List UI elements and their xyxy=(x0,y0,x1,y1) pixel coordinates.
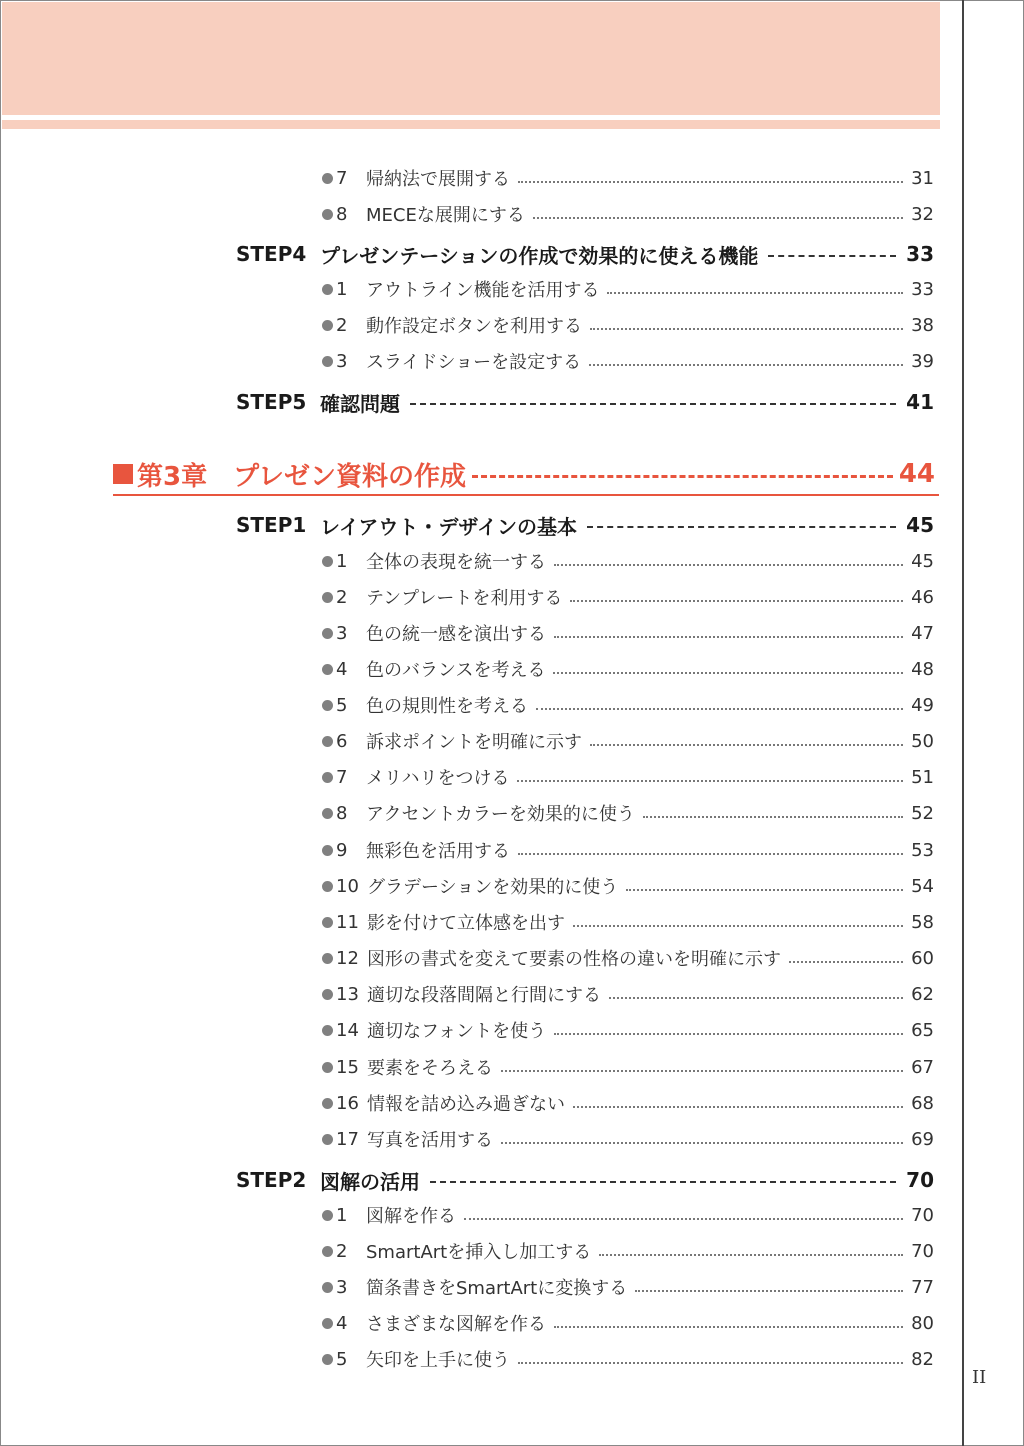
entry-number: 2 xyxy=(336,586,348,608)
toc-entry[interactable] xyxy=(322,200,934,228)
toc-entry[interactable] xyxy=(322,944,934,972)
bullet-icon xyxy=(322,1025,333,1036)
step-label: STEP5 xyxy=(236,390,307,414)
toc-entry[interactable] xyxy=(322,1016,934,1044)
bullet-icon xyxy=(322,1354,333,1365)
entry-title: 色の統一感を演出する xyxy=(366,624,546,645)
toc-entry[interactable] xyxy=(322,583,934,611)
entry-title: 要素をそろえる xyxy=(367,1058,493,1079)
leader-dots xyxy=(554,636,903,638)
bullet-icon xyxy=(322,700,333,711)
toc-entry[interactable] xyxy=(322,980,934,1008)
entry-number: 17 xyxy=(336,1128,359,1150)
toc-entry[interactable] xyxy=(322,1201,934,1229)
bullet-icon xyxy=(322,1282,333,1293)
entry-number: 3 xyxy=(336,350,348,372)
toc-entry[interactable] xyxy=(322,763,934,791)
toc-entry[interactable] xyxy=(322,1309,934,1337)
header-band xyxy=(2,2,940,115)
toc-entry[interactable] xyxy=(322,872,934,900)
leader-dots xyxy=(607,292,903,294)
entry-title: 情報を詰め込み過ぎない xyxy=(367,1094,565,1115)
entry-page: 39 xyxy=(911,350,934,372)
entry-number: 7 xyxy=(336,766,348,788)
chapter-label: 第3章 xyxy=(137,461,208,492)
entry-title: 矢印を上手に使う xyxy=(366,1350,510,1371)
entry-title: 適切な段落間隔と行間にする xyxy=(367,985,601,1006)
step-page: 33 xyxy=(906,242,934,266)
leader-dashes xyxy=(472,475,893,478)
entry-page: 70 xyxy=(911,1204,934,1226)
step-heading-step1[interactable] xyxy=(236,509,934,541)
entry-number: 1 xyxy=(336,1204,348,1226)
step-label: STEP2 xyxy=(236,1168,307,1192)
entry-title: アクセントカラーを効果的に使う xyxy=(366,804,635,825)
bullet-icon xyxy=(322,1062,333,1073)
entry-page: 70 xyxy=(911,1240,934,1262)
leader-dots xyxy=(573,1106,903,1108)
chapter-heading[interactable] xyxy=(113,452,935,496)
leader-dots xyxy=(517,780,903,782)
entry-title: 帰納法で展開する xyxy=(366,169,510,190)
entry-number: 2 xyxy=(336,314,348,336)
bullet-icon xyxy=(322,320,333,331)
step-title: レイアウト・デザインの基本 xyxy=(320,514,577,539)
bullet-icon xyxy=(322,556,333,567)
leader-dots xyxy=(626,889,903,891)
step-title: プレゼンテーションの作成で効果的に使える機能 xyxy=(320,243,759,268)
entry-page: 32 xyxy=(911,203,934,225)
toc-entry[interactable] xyxy=(322,619,934,647)
step-label: STEP1 xyxy=(236,513,307,537)
step-heading-step5[interactable] xyxy=(236,386,934,418)
entry-page: 47 xyxy=(911,622,934,644)
entry-number: 8 xyxy=(336,203,348,225)
toc-entry[interactable] xyxy=(322,691,934,719)
entry-number: 9 xyxy=(336,839,348,861)
bullet-icon xyxy=(322,736,333,747)
entry-page: 54 xyxy=(911,875,934,897)
toc-entry[interactable] xyxy=(322,347,934,375)
entry-title: SmartArtを挿入し加工する xyxy=(366,1242,592,1263)
entry-number: 8 xyxy=(336,802,348,824)
entry-page: 68 xyxy=(911,1092,934,1114)
bullet-icon xyxy=(322,1246,333,1257)
entry-title: 箇条書きをSmartArtに変換する xyxy=(366,1278,628,1299)
step-heading-step4[interactable] xyxy=(236,238,934,270)
entry-title: グラデーションを効果的に使う xyxy=(367,877,619,898)
entry-page: 48 xyxy=(911,658,934,680)
toc-entry[interactable] xyxy=(322,908,934,936)
bullet-icon xyxy=(322,664,333,675)
step-page: 45 xyxy=(906,513,934,537)
entry-number: 1 xyxy=(336,278,348,300)
leader-dots xyxy=(533,217,903,219)
entry-title: 色のバランスを考える xyxy=(366,660,546,681)
header-stripe xyxy=(2,120,940,129)
leader-dashes xyxy=(430,1181,896,1183)
entry-number: 5 xyxy=(336,1348,348,1370)
toc-entry[interactable] xyxy=(322,1273,934,1301)
square-bullet-icon xyxy=(113,464,133,484)
entry-title: 図形の書式を変えて要素の性格の違いを明確に示す xyxy=(367,949,781,970)
entry-number: 15 xyxy=(336,1056,359,1078)
leader-dots xyxy=(590,744,903,746)
entry-number: 3 xyxy=(336,1276,348,1298)
bullet-icon xyxy=(322,592,333,603)
entry-page: 53 xyxy=(911,839,934,861)
bullet-icon xyxy=(322,1210,333,1221)
entry-number: 13 xyxy=(336,983,359,1005)
bullet-icon xyxy=(322,628,333,639)
bullet-icon xyxy=(322,917,333,928)
entry-title: 全体の表現を統一する xyxy=(366,552,546,573)
entry-title: 無彩色を活用する xyxy=(366,841,510,862)
entry-number: 1 xyxy=(336,550,348,572)
step-label: STEP4 xyxy=(236,242,307,266)
bullet-icon xyxy=(322,881,333,892)
bullet-icon xyxy=(322,1098,333,1109)
bullet-icon xyxy=(322,173,333,184)
leader-dashes xyxy=(587,526,896,528)
bullet-icon xyxy=(322,1318,333,1329)
entry-number: 12 xyxy=(336,947,359,969)
entry-number: 16 xyxy=(336,1092,359,1114)
entry-number: 3 xyxy=(336,622,348,644)
entry-page: 31 xyxy=(911,167,934,189)
entry-page: 69 xyxy=(911,1128,934,1150)
entry-title: アウトライン機能を活用する xyxy=(366,280,600,301)
entry-number: 6 xyxy=(336,730,348,752)
entry-title: さまざまな図解を作る xyxy=(366,1314,546,1335)
leader-dots xyxy=(554,564,903,566)
leader-dots xyxy=(599,1254,903,1256)
toc-entry[interactable] xyxy=(322,727,934,755)
leader-dots xyxy=(554,1033,903,1035)
entry-page: 60 xyxy=(911,947,934,969)
entry-number: 5 xyxy=(336,694,348,716)
chapter-page: 44 xyxy=(898,459,935,489)
bullet-icon xyxy=(322,845,333,856)
bullet-icon xyxy=(322,1134,333,1145)
toc-entry[interactable] xyxy=(322,1053,934,1081)
entry-number: 11 xyxy=(336,911,359,933)
leader-dots xyxy=(609,997,903,999)
entry-page: 45 xyxy=(911,550,934,572)
entry-title: テンプレートを利用する xyxy=(366,588,563,609)
toc-entry[interactable] xyxy=(322,164,934,192)
step-title: 図解の活用 xyxy=(320,1169,420,1194)
entry-title: MECEな展開にする xyxy=(366,205,525,226)
entry-page: 58 xyxy=(911,911,934,933)
entry-title: 適切なフォントを使う xyxy=(367,1021,547,1042)
page-number: II xyxy=(972,1367,987,1388)
entry-page: 38 xyxy=(911,314,934,336)
entry-page: 65 xyxy=(911,1019,934,1041)
leader-dots xyxy=(464,1218,903,1220)
leader-dots xyxy=(501,1070,903,1072)
entry-page: 77 xyxy=(911,1276,934,1298)
bullet-icon xyxy=(322,953,333,964)
margin-rule xyxy=(962,0,964,1446)
entry-title: メリハリをつける xyxy=(366,768,510,789)
entry-number: 7 xyxy=(336,167,348,189)
step-page: 41 xyxy=(906,390,934,414)
entry-title: 写真を活用する xyxy=(367,1130,493,1151)
leader-dots xyxy=(518,853,903,855)
toc-entry[interactable] xyxy=(322,836,934,864)
entry-page: 51 xyxy=(911,766,934,788)
step-heading-step2[interactable] xyxy=(236,1164,934,1196)
bullet-icon xyxy=(322,284,333,295)
toc-entry[interactable] xyxy=(322,799,934,827)
toc-entry[interactable] xyxy=(322,1089,934,1117)
leader-dashes xyxy=(410,403,896,405)
entry-number: 4 xyxy=(336,1312,348,1334)
entry-page: 52 xyxy=(911,802,934,824)
leader-dots xyxy=(635,1290,903,1292)
entry-page: 82 xyxy=(911,1348,934,1370)
leader-dashes xyxy=(768,255,896,257)
entry-title: スライドショーを設定する xyxy=(366,352,582,373)
toc-entry[interactable] xyxy=(322,275,934,303)
entry-page: 67 xyxy=(911,1056,934,1078)
leader-dots xyxy=(643,816,903,818)
toc-entry[interactable] xyxy=(322,1237,934,1265)
entry-page: 62 xyxy=(911,983,934,1005)
entry-number: 2 xyxy=(336,1240,348,1262)
toc-entry[interactable] xyxy=(322,1125,934,1153)
leader-dots xyxy=(589,364,903,366)
leader-dots xyxy=(554,1326,903,1328)
leader-dots xyxy=(553,672,903,674)
leader-dots xyxy=(536,708,903,710)
entry-page: 46 xyxy=(911,586,934,608)
entry-page: 80 xyxy=(911,1312,934,1334)
entry-page: 33 xyxy=(911,278,934,300)
entry-title: 色の規則性を考える xyxy=(366,696,528,717)
toc-entry[interactable] xyxy=(322,311,934,339)
step-page: 70 xyxy=(906,1168,934,1192)
entry-title: 動作設定ボタンを利用する xyxy=(366,316,582,337)
leader-dots xyxy=(789,961,903,963)
bullet-icon xyxy=(322,808,333,819)
entry-number: 10 xyxy=(336,875,359,897)
chapter-title: プレゼン資料の作成 xyxy=(233,461,467,492)
toc-entry[interactable] xyxy=(322,1345,934,1373)
step-title: 確認問題 xyxy=(320,391,400,416)
bullet-icon xyxy=(322,772,333,783)
entry-title: 訴求ポイントを明確に示す xyxy=(366,732,582,753)
leader-dots xyxy=(518,1362,903,1364)
entry-title: 図解を作る xyxy=(366,1206,456,1227)
bullet-icon xyxy=(322,209,333,220)
leader-dots xyxy=(573,925,903,927)
leader-dots xyxy=(590,328,903,330)
leader-dots xyxy=(570,600,903,602)
leader-dots xyxy=(518,181,903,183)
bullet-icon xyxy=(322,356,333,367)
toc-entry[interactable] xyxy=(322,547,934,575)
toc-entry[interactable] xyxy=(322,655,934,683)
entry-page: 50 xyxy=(911,730,934,752)
entry-number: 4 xyxy=(336,658,348,680)
entry-title: 影を付けて立体感を出す xyxy=(367,913,565,934)
entry-page: 49 xyxy=(911,694,934,716)
bullet-icon xyxy=(322,989,333,1000)
entry-number: 14 xyxy=(336,1019,359,1041)
leader-dots xyxy=(501,1142,903,1144)
chapter-rule xyxy=(113,494,939,496)
